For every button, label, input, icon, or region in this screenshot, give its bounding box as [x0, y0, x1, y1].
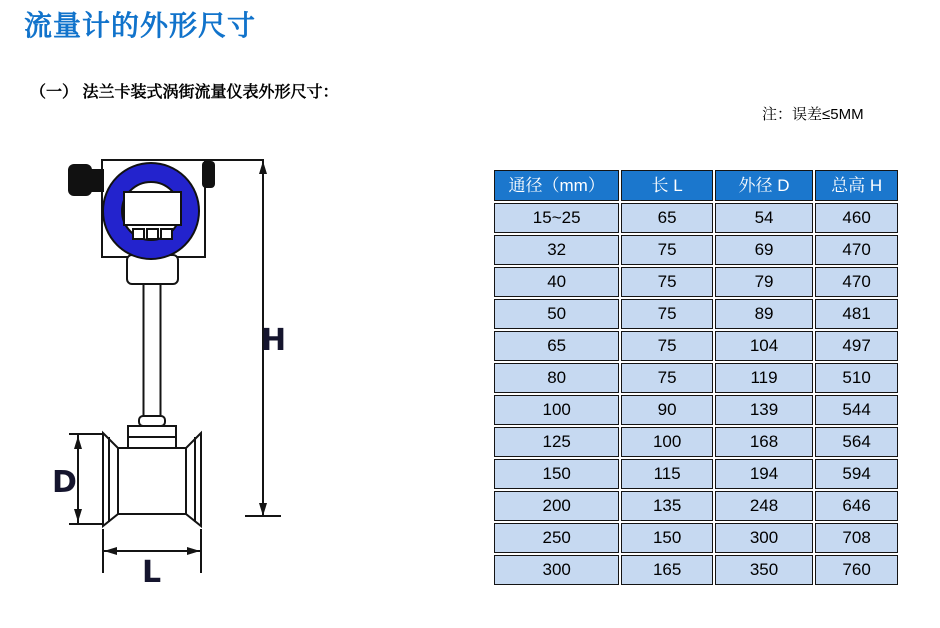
table-cell: 50	[494, 299, 619, 329]
lcd-screen	[124, 192, 181, 225]
cable-gland-left-icon	[68, 164, 104, 196]
table-cell: 646	[815, 491, 898, 521]
table-cell: 544	[815, 395, 898, 425]
table-row	[494, 331, 898, 361]
table-cell: 481	[815, 299, 898, 329]
table-cell: 54	[715, 203, 813, 233]
table-header-cell: 长 L	[621, 170, 713, 201]
flange-left	[103, 433, 118, 526]
table-cell: 79	[715, 267, 813, 297]
table-cell: 75	[621, 267, 713, 297]
dimensions-table	[492, 168, 900, 587]
dimensions-table-body	[494, 203, 898, 585]
table-cell: 350	[715, 555, 813, 585]
table-cell: 115	[621, 459, 713, 489]
table-row	[494, 395, 898, 425]
table-cell: 65	[621, 203, 713, 233]
table-cell: 460	[815, 203, 898, 233]
table-cell: 300	[494, 555, 619, 585]
table-cell: 40	[494, 267, 619, 297]
dimension-L-label: L	[142, 555, 162, 590]
table-cell: 168	[715, 427, 813, 457]
table-cell: 15~25	[494, 203, 619, 233]
table-row	[494, 363, 898, 393]
table-cell: 497	[815, 331, 898, 361]
table-cell: 564	[815, 427, 898, 457]
table-cell: 75	[621, 299, 713, 329]
table-header-cell: 总高 H	[815, 170, 898, 201]
table-cell: 104	[715, 331, 813, 361]
table-row	[494, 491, 898, 521]
table-cell: 89	[715, 299, 813, 329]
table-cell: 119	[715, 363, 813, 393]
table-cell: 200	[494, 491, 619, 521]
table-cell: 708	[815, 523, 898, 553]
table-cell: 150	[494, 459, 619, 489]
flange-right	[186, 433, 201, 526]
dimension-L	[103, 530, 201, 590]
page-title: 流量计的外形尺寸	[24, 10, 257, 41]
table-cell: 470	[815, 235, 898, 265]
table-cell: 100	[494, 395, 619, 425]
dimension-D	[52, 434, 103, 524]
table-cell: 300	[715, 523, 813, 553]
table-header-row	[494, 170, 898, 201]
table-cell: 100	[621, 427, 713, 457]
dimension-D-label: D	[52, 465, 77, 500]
dimension-H	[246, 161, 286, 516]
table-row	[494, 427, 898, 457]
display-buttons	[133, 229, 172, 239]
section-subtitle: （一） 法兰卡装式涡街流量仪表外形尺寸：	[30, 84, 339, 101]
meter-body	[118, 448, 186, 514]
table-cell: 248	[715, 491, 813, 521]
table-cell: 80	[494, 363, 619, 393]
table-cell: 250	[494, 523, 619, 553]
table-cell: 760	[815, 555, 898, 585]
table-cell: 90	[621, 395, 713, 425]
table-row	[494, 235, 898, 265]
stepped-adapter	[128, 416, 176, 448]
table-cell: 470	[815, 267, 898, 297]
table-cell: 32	[494, 235, 619, 265]
table-cell: 150	[621, 523, 713, 553]
table-row	[494, 459, 898, 489]
table-row	[494, 523, 898, 553]
stem	[144, 284, 161, 417]
table-cell: 75	[621, 363, 713, 393]
table-cell: 510	[815, 363, 898, 393]
table-cell: 165	[621, 555, 713, 585]
dimension-H-label: H	[261, 323, 287, 358]
table-cell: 194	[715, 459, 813, 489]
table-cell: 139	[715, 395, 813, 425]
table-row	[494, 555, 898, 585]
table-cell: 135	[621, 491, 713, 521]
table-header-cell: 外径 D	[715, 170, 813, 201]
table-row	[494, 299, 898, 329]
table-cell: 594	[815, 459, 898, 489]
table-cell: 69	[715, 235, 813, 265]
table-cell: 75	[621, 235, 713, 265]
table-row	[494, 203, 898, 233]
cable-gland-right-icon	[202, 161, 215, 188]
table-cell: 125	[494, 427, 619, 457]
tolerance-note: 注：误差≤5MM	[762, 106, 864, 123]
table-cell: 75	[621, 331, 713, 361]
table-cell: 65	[494, 331, 619, 361]
table-row	[494, 267, 898, 297]
table-header-cell: 通径（mm）	[494, 170, 619, 201]
